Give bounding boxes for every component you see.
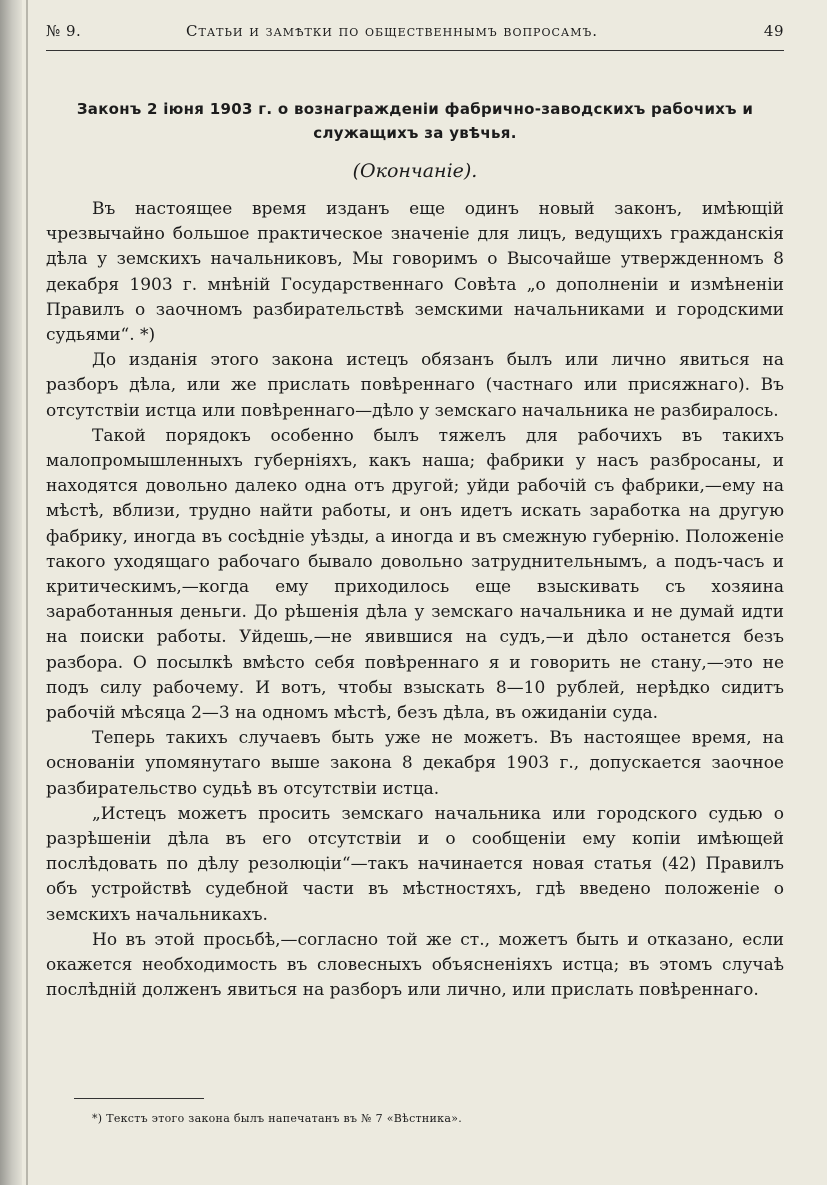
paragraph: Теперь такихъ случаевъ быть уже не можетъ. Въ настоящее время, на основаніи упомянутаго выше закона 8 декабря 1903 г., допускается заочное разбирательство судьѣ въ отсутствіи истца. [46,728,784,799]
book-spine-shadow [0,0,22,1185]
paragraph: „Истецъ можетъ просить земскаго начальника или городского судью о разрѣшеніи дѣла въ его отсутствіи и о сообщеніи ему копіи имѣющей послѣдовать по дѣлу резолюціи“—такъ начинается новая статья (42) Правилъ объ устройствѣ судебной части въ мѣстностяхъ, гдѣ введено положеніе о земскихъ начальникахъ. [46,803,784,925]
article-title: Законъ 2 іюня 1903 г. о вознагражденіи фабрично-заводскихъ рабочихъ и служащихъ за увѣчья. [76,100,754,142]
page-number: 49 [763,22,784,40]
paragraph: Въ настоящее время изданъ еще одинъ новый законъ, имѣющій чрезвычайно большое практическое значеніе для лицъ, ведущихъ гражданскія дѣла у земскихъ начальниковъ, Мы говоримъ о Высочайше утвержденномъ 8 декабря 1903 г. мнѣній Государственнаго Совѣта „о дополненіи и измѣненіи Правилъ о заочномъ разбирательствѣ земскими начальниками и городскими судьями“. *) [46,199,784,346]
header-rule [46,50,784,51]
paragraph: До изданія этого закона истецъ обязанъ былъ или лично явиться на разборъ дѣла, или же прислать повѣреннаго (частнаго или присяжнаго). Въ отсутствіи истца или повѣреннаго—дѣло у земскаго начальника не разбиралось. [46,350,784,421]
running-header [46,22,784,48]
footnote: *) Текстъ этого закона былъ напечатанъ въ № 7 «Вѣстника». [92,1112,463,1125]
article-body [46,197,784,1004]
issue-number: № 9. [46,22,82,40]
paragraph: Такой порядокъ особенно былъ тяжелъ для рабочихъ въ такихъ малопромышленныхъ губерніяхъ, какъ наша; фабрики у насъ разбросаны, и находятся довольно далеко одна отъ другой; уйди рабочій съ фабрики,—ему на мѣстѣ, вблизи, трудно найти работы, и онъ идетъ искать заработка на другую фабрику, иногда въ сосѣдніе уѣзды, а иногда и въ смежную губернію. Положеніе такого уходящаго рабочаго бывало довольно затруднительнымъ, а подъ-часъ и критическимъ,—когда ему приходилось еще взыскивать съ хозяина заработанныя деньги. До рѣшенія дѣла у земскаго начальника и не думай идти на поиски работы. Уйдешь,—не явившися на судъ,—и дѣло останется безъ разбора. О посылкѣ вмѣсто себя повѣреннаго я и говорить не стану,—это не подъ силу рабочему. И вотъ, чтобы взыскать 8—10 рублей, нерѣдко сидитъ рабочій мѣсяца 2—3 на одномъ мѣстѣ, безъ дѣла, въ ожиданіи суда. [46,425,784,724]
journal-page [46,0,784,1185]
book-gutter-line [26,0,28,1185]
footnote-rule [74,1098,204,1099]
section-title: Статьи и замѣтки по общественнымъ вопросамъ. [186,22,598,40]
article-subtitle: (Окончаніе). [352,160,478,182]
paragraph: Но въ этой просьбѣ,—согласно той же ст., можетъ быть и отказано, если окажется необходимость въ словесныхъ объясненіяхъ истца; въ этомъ случаѣ послѣдній долженъ явиться на разборъ или лично, или прислать повѣреннаго. [46,929,784,1001]
